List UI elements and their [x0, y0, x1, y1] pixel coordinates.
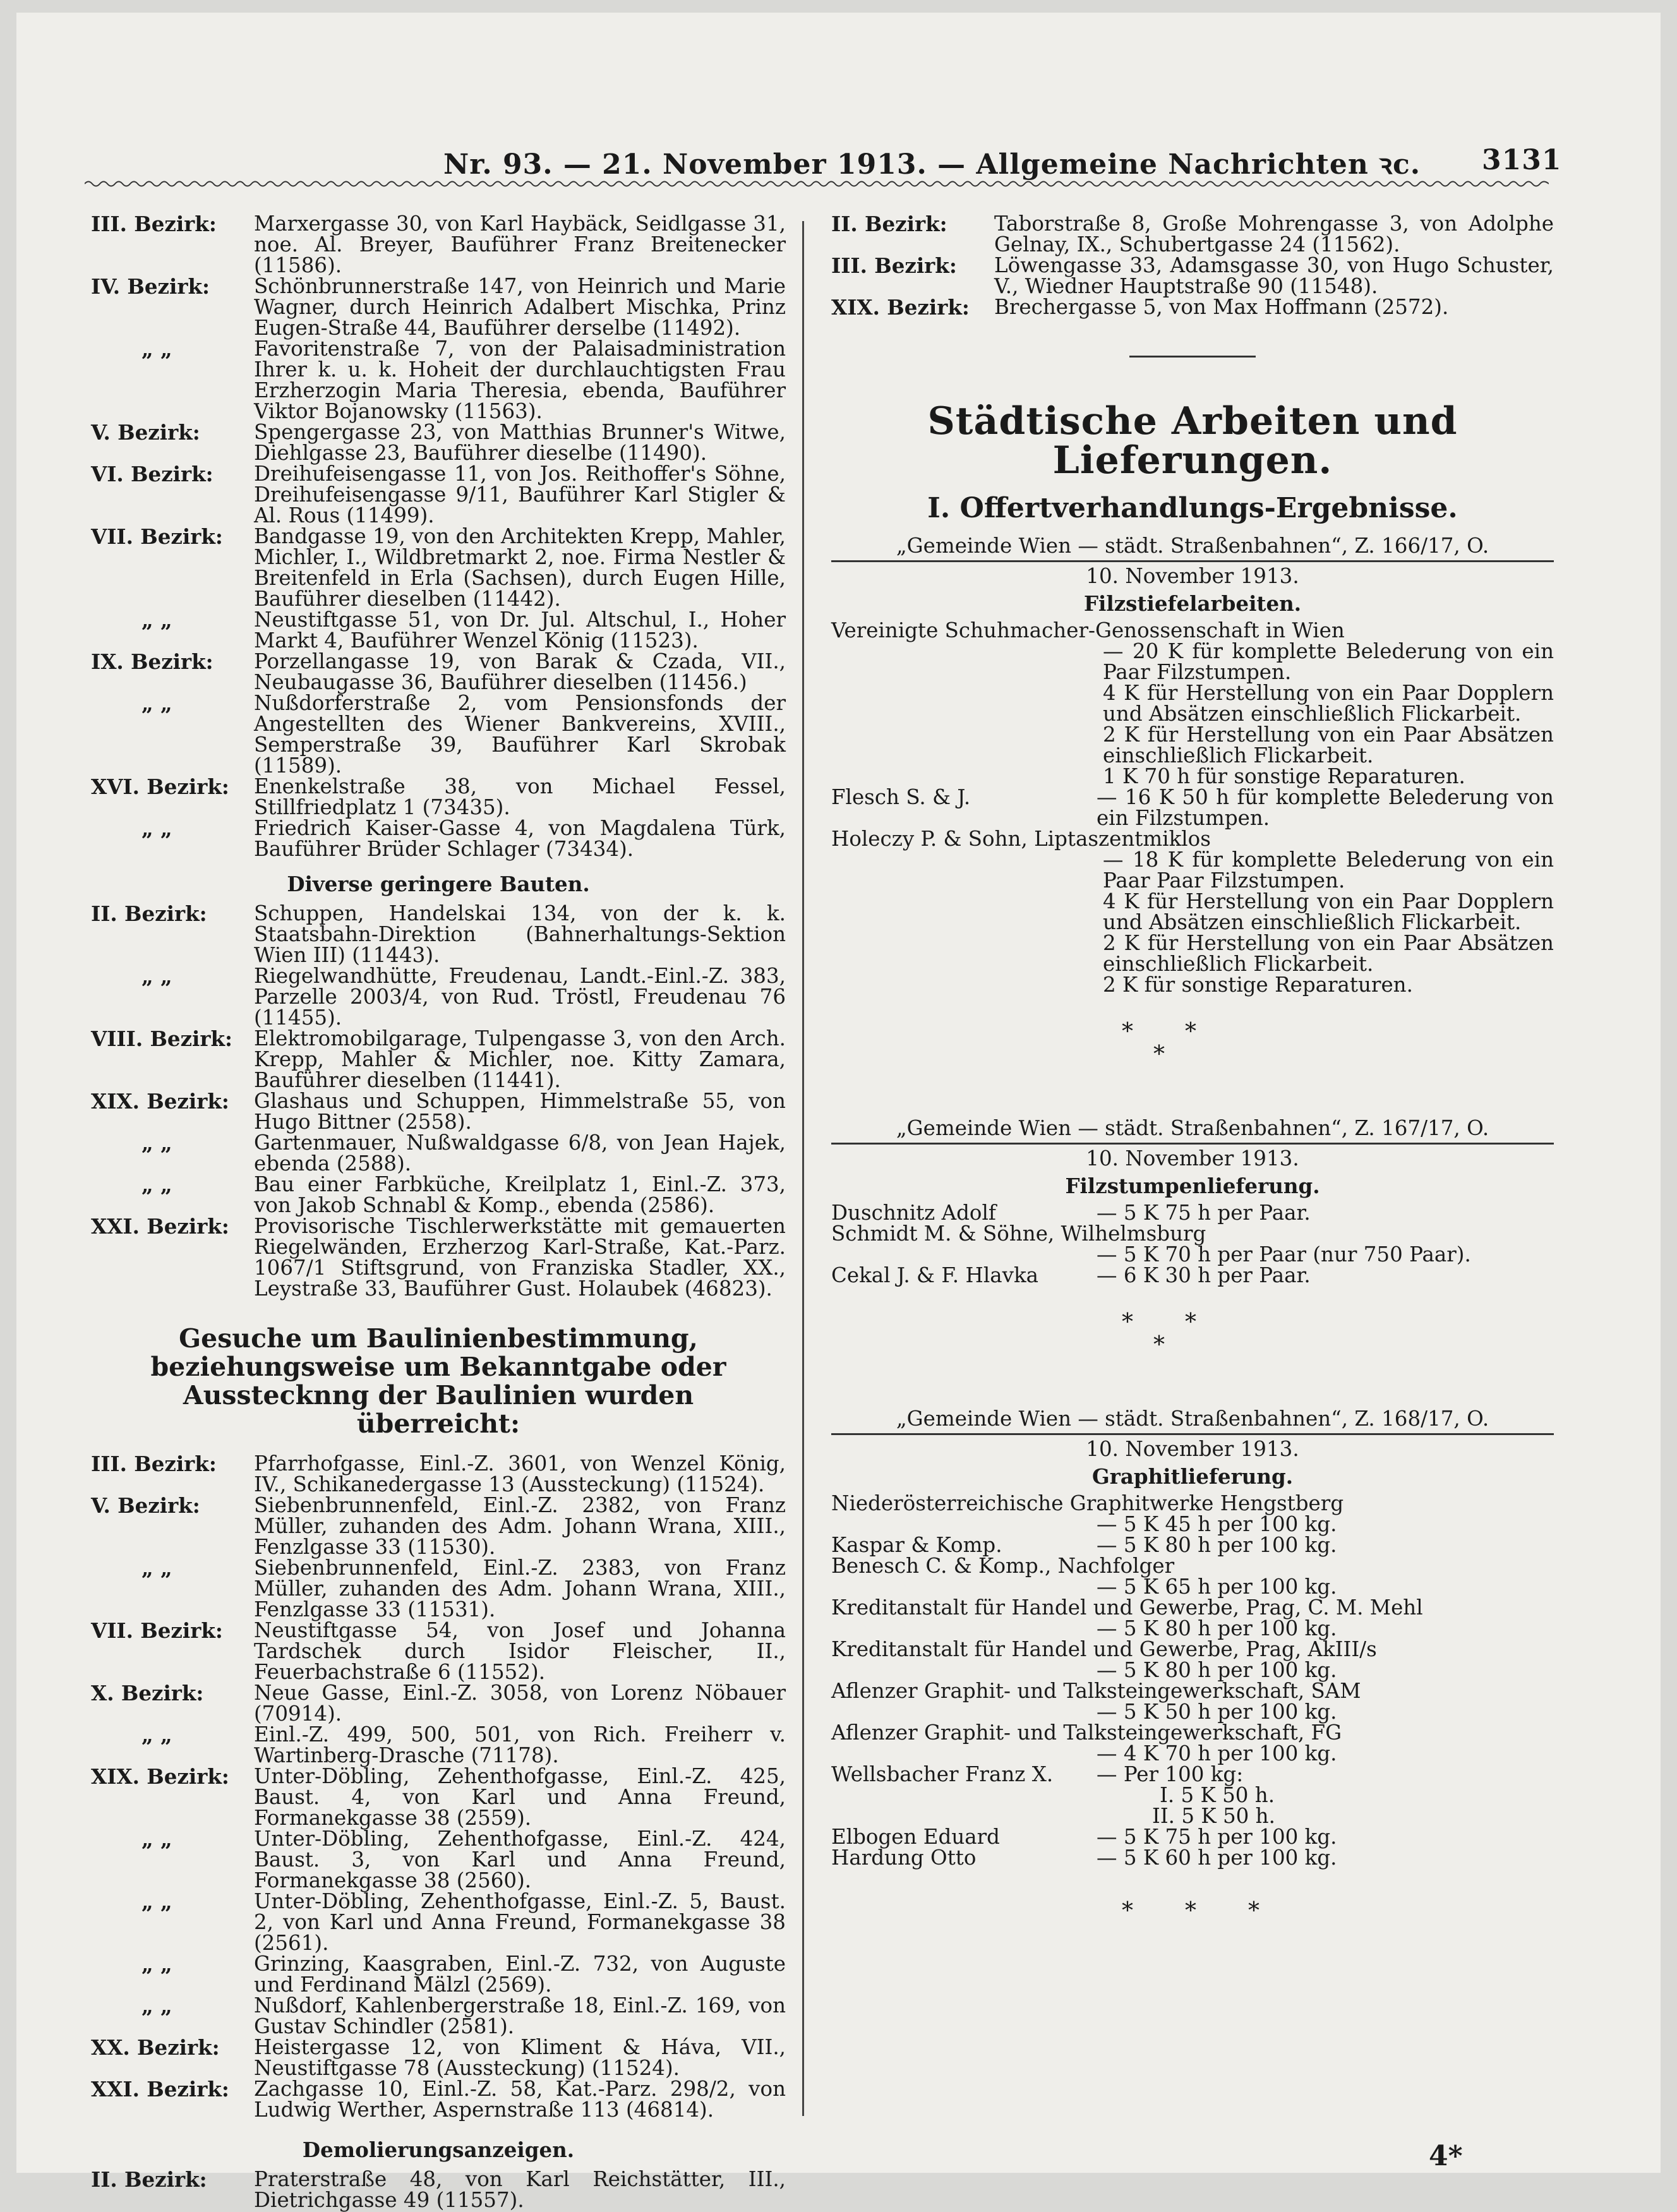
asterisk: * — [1122, 1019, 1133, 1045]
entry — [91, 966, 786, 1028]
district-label: XXI. Bezirk: — [91, 2077, 229, 2101]
entry-text: Praterstraße 48, von Karl Reichstätter, III., Dietrichgasse 49 (11557). — [254, 2167, 786, 2212]
asterisk: * — [1153, 1332, 1165, 1358]
section-heading: Demolierungsanzeigen. — [302, 2137, 575, 2162]
district-label: II. Bezirk: — [831, 212, 947, 236]
entry — [91, 903, 786, 966]
entry-text: Neustiftgasse 51, von Dr. Jul. Altschul, I., Hoher Markt 4, Bauführer Wenzel König (11523). — [254, 608, 786, 652]
page-header: Nr. 93. — 21. November 1913. — Allgemeine Nachrichten ꝛc. — [443, 148, 1421, 181]
bid-value: — 5 K 60 h per 100 kg. — [1097, 1846, 1337, 1870]
tender-title: Graphitlieferung. — [1091, 1464, 1294, 1489]
asterisk: * — [1153, 1042, 1165, 1067]
bidder-name: Kreditanstalt für Handel und Gewerbe, Prag, C. M. Mehl — [831, 1596, 1423, 1620]
entry-text: Heistergasse 12, von Kliment & Háva, VII., Neustiftgasse 78 (Aussteckung) (11524). — [254, 2035, 786, 2080]
bid-row — [831, 1827, 1554, 1848]
entry-text: Glashaus und Schuppen, Himmelstraße 55, von Hugo Bittner (2558). — [254, 1089, 786, 1134]
bid-value: — 5 K 75 h per 100 kg. — [1097, 1825, 1337, 1849]
tender-date: 10. November 1913. — [1086, 564, 1299, 588]
entry-text: Porzellangasse 19, von Barak & Czada, VII., Neubaugasse 36, Bauführer dieselben (11456.) — [254, 649, 786, 694]
signature-mark: 4* — [1429, 2140, 1463, 2172]
district-label: VI. Bezirk: — [91, 462, 213, 486]
bid-item: — 20 K für komplette Belederung von ein Paar Filzstumpen. — [1103, 639, 1554, 684]
entry — [91, 1766, 786, 1829]
bid-value: — Per 100 kg: — [1097, 1762, 1244, 1786]
ditto-mark: „ „ — [141, 1952, 172, 1976]
bid-value: — 5 K 65 h per 100 kg. — [1097, 1575, 1337, 1599]
column-divider — [802, 221, 804, 2116]
bid-row — [831, 1785, 1554, 1806]
district-label: VII. Bezirk: — [91, 524, 223, 549]
entry — [91, 651, 786, 693]
entry — [91, 1453, 786, 1495]
entry — [91, 422, 786, 464]
bidder-name: Benesch C. & Komp., Nachfolger — [831, 1554, 1175, 1578]
entry-text: Schuppen, Handelskai 134, von der k. k. Staatsbahn-Direktion (Bahnerhaltungs-Sektion Wien III) (11443). — [254, 901, 786, 967]
bidder-name: Holeczy P. & Sohn, Liptaszentmiklos — [831, 827, 1211, 851]
entry-text: Neustiftgasse 54, von Josef und Johanna Tardschek durch Isidor Fleischer, II., Feuerbachstraße 6 (11552). — [254, 1618, 786, 1684]
district-label: V. Bezirk: — [91, 420, 200, 445]
bid-value: — 5 K 50 h per 100 kg. — [1097, 1700, 1337, 1724]
entry — [91, 339, 786, 422]
asterisk: * — [1185, 1309, 1196, 1335]
ditto-mark: „ „ — [141, 337, 172, 361]
section-heading: Diverse geringere Bauten. — [287, 872, 590, 896]
entry-text: Bau einer Farbküche, Kreilplatz 1, Einl.-Z. 373, von Jakob Schnabl & Komp., ebenda (2586). — [254, 1172, 786, 1217]
entry-text: Einl.-Z. 499, 500, 501, von Rich. Freiherr v. Wartinberg-Drasche (71178). — [254, 1722, 786, 1767]
tender-title: Filzstumpenlieferung. — [1065, 1174, 1320, 1198]
entry — [91, 526, 786, 610]
entry — [91, 693, 786, 776]
entry-text: Zachgasse 10, Einl.-Z. 58, Kat.-Parz. 298/2, von Ludwig Werther, Aspernstraße 113 (46814). — [254, 2077, 786, 2122]
bid-row — [831, 1764, 1554, 1785]
entry-text: Bandgasse 19, von den Architekten Krepp, Mahler, Michler, I., Wildbretmarkt 2, noe. Firma Nestler & Breitenfeld in Erla (Sachsen), durch Eugen Hille, Bauführer dieselben (11442). — [254, 524, 786, 611]
entry — [91, 2037, 786, 2079]
ditto-mark: „ „ — [141, 1827, 172, 1851]
building-permits-list-b — [91, 903, 786, 1299]
bid-row — [831, 1660, 1554, 1681]
bid-item: — 18 K für komplette Belederung von ein Paar Paar Filzstumpen. — [1103, 848, 1554, 893]
building-line-requests-list — [91, 1453, 786, 2120]
bid-value: — 5 K 75 h per Paar. — [1097, 1201, 1311, 1225]
header-rule — [85, 179, 1549, 188]
building-permits-list-cont — [831, 213, 1554, 318]
entry-text: Enenkelstraße 38, von Michael Fessel, Stillfriedplatz 1 (73435). — [254, 774, 786, 819]
bidder-name: Niederösterreichische Graphitwerke Hengstberg — [831, 1491, 1344, 1515]
asterisk: * — [1122, 1898, 1133, 1924]
entry — [91, 1620, 786, 1683]
entry — [91, 1995, 786, 2037]
entry — [831, 213, 1554, 255]
bid-item: 1 K 70 h für sonstige Reparaturen. — [1103, 764, 1465, 788]
district-label: XIX. Bezirk: — [91, 1764, 229, 1789]
bid-value: — 5 K 45 h per 100 kg. — [1097, 1512, 1337, 1536]
entry-text: Unter-Döbling, Zehenthofgasse, Einl.-Z. 424, Baust. 3, von Karl und Anna Freund, Formanekgasse 38 (2560). — [254, 1827, 786, 1892]
bidder-name: Kaspar & Komp. — [831, 1533, 1002, 1557]
tender-date: 10. November 1913. — [1086, 1146, 1299, 1170]
building-permits-list-a — [91, 213, 786, 860]
entry — [91, 1495, 786, 1558]
reference-rule — [831, 1143, 1554, 1145]
reference-rule — [831, 1433, 1554, 1435]
entry — [91, 1174, 786, 1216]
district-label: IV. Bezirk: — [91, 274, 210, 299]
section-divider — [1129, 356, 1256, 358]
entry — [91, 1558, 786, 1620]
district-label: XIX. Bezirk: — [91, 1089, 229, 1114]
bidder-name: Schmidt M. & Söhne, Wilhelmsburg — [831, 1222, 1206, 1246]
bidder-name: Cekal J. & F. Hlavka — [831, 1263, 1039, 1287]
bid-item: 2 K für Herstellung von ein Paar Absätzen einschließlich Flickarbeit. — [1103, 931, 1554, 976]
tender-reference: „Gemeinde Wien — städt. Straßenbahnen“, Z. 168/17, O. — [896, 1407, 1489, 1431]
bid-row — [831, 1535, 1554, 1556]
bidder-name: Vereinigte Schuhmacher-Genossenschaft in Wien — [831, 618, 1345, 642]
bid-row — [831, 1743, 1554, 1764]
entry — [91, 776, 786, 818]
section-heading: Gesuche um Baulinienbestimmung, beziehungsweise um Bekanntgabe oder Ausstecknng der Baulinien wurden überreicht: — [150, 1323, 726, 1439]
bid-row — [831, 1806, 1554, 1827]
district-label: III. Bezirk: — [831, 253, 957, 278]
entry-text: Unter-Döbling, Zehenthofgasse, Einl.-Z. 5, Baust. 2, von Karl und Anna Freund, Formanekgasse 38 (2561). — [254, 1889, 786, 1955]
entry-text: Nußdorferstraße 2, vom Pensionsfonds der Angestellten des Wiener Bankvereins, XVIII., Semperstraße 39, Bauführer Karl Skrobak (11589). — [254, 691, 786, 778]
entry — [91, 1724, 786, 1766]
tender-block-166 — [831, 533, 1554, 995]
tender-date: 10. November 1913. — [1086, 1437, 1299, 1461]
entry-text: Riegelwandhütte, Freudenau, Landt.-Einl.-Z. 383, Parzelle 2003/4, von Rud. Tröstl, Freudenau 76 (11455). — [254, 964, 786, 1030]
entry-text: Spengergasse 23, von Matthias Brunner's Witwe, Diehlgasse 23, Bauführer dieselbe (11490). — [254, 420, 786, 465]
entry — [831, 255, 1554, 297]
bid-row — [831, 1265, 1554, 1286]
entry-text: Taborstraße 8, Große Mohrengasse 3, von Adolphe Gelnay, IX., Schubertgasse 24 (11562). — [994, 212, 1554, 256]
bid-row — [831, 1514, 1554, 1535]
bid-value: — 5 K 80 h per 100 kg. — [1097, 1616, 1337, 1640]
asterisk: * — [1122, 1309, 1133, 1335]
district-label: III. Bezirk: — [91, 1452, 217, 1476]
entry-text: Gartenmauer, Nußwaldgasse 6/8, von Jean Hajek, ebenda (2588). — [254, 1131, 786, 1175]
ditto-mark: „ „ — [141, 1889, 172, 1914]
district-label: XIX. Bezirk: — [831, 295, 970, 320]
entry — [91, 1028, 786, 1091]
entry — [91, 1091, 786, 1133]
district-label: X. Bezirk: — [91, 1681, 204, 1705]
right-column — [831, 213, 1554, 1995]
entry — [91, 1829, 786, 1891]
entry-text: Favoritenstraße 7, von der Palaisadministration Ihrer k. u. k. Hoheit der durchlauchtigsten Frau Erzherzogin Maria Theresia, ebenda, Bauführer Viktor Bojanowsky (11563). — [254, 337, 786, 423]
ditto-mark: „ „ — [141, 1556, 172, 1580]
asterisk: * — [1185, 1898, 1196, 1924]
bid-row — [831, 1244, 1554, 1265]
entry — [91, 276, 786, 339]
entry-text: Grinzing, Kaasgraben, Einl.-Z. 732, von Auguste und Ferdinand Mälzl (2569). — [254, 1952, 786, 1997]
bidder-name: Elbogen Eduard — [831, 1825, 1000, 1849]
entry-text: Brechergasse 5, von Max Hoffmann (2572). — [994, 295, 1449, 319]
bidder-name: Aflenzer Graphit- und Talksteingewerkschaft, FG — [831, 1721, 1342, 1745]
entry-text: Elektromobilgarage, Tulpengasse 3, von den Arch. Krepp, Mahler & Michler, noe. Kitty Zamara, Bauführer dieselben (11441). — [254, 1026, 786, 1092]
bid-value: — 5 K 70 h per Paar (nur 750 Paar). — [1097, 1242, 1471, 1266]
district-label: V. Bezirk: — [91, 1493, 200, 1518]
page-number: 3131 — [1482, 144, 1562, 176]
entry — [91, 1216, 786, 1299]
entry — [91, 2169, 786, 2211]
asterism — [831, 1900, 1554, 1957]
ditto-mark: „ „ — [141, 691, 172, 716]
entry-text: Neue Gasse, Einl.-Z. 3058, von Lorenz Nöbauer (70914). — [254, 1681, 786, 1726]
entry-text: Unter-Döbling, Zehenthofgasse, Einl.-Z. 425, Baust. 4, von Karl und Anna Freund, Formanekgasse 38 (2559). — [254, 1764, 786, 1830]
entry — [91, 464, 786, 526]
bid-value: — 4 K 70 h per 100 kg. — [1097, 1741, 1337, 1765]
bid-value: — 5 K 80 h per 100 kg. — [1097, 1533, 1337, 1557]
bid-item: 2 K für Herstellung von ein Paar Absätzen einschließlich Flickarbeit. — [1103, 723, 1554, 767]
entry-text: Pfarrhofgasse, Einl.-Z. 3601, von Wenzel König, IV., Schikanedergasse 13 (Aussteckung) (11524). — [254, 1452, 786, 1496]
bid-value: I. 5 K 50 h. — [1160, 1783, 1275, 1807]
main-heading: Städtische Arbeiten und Lieferungen. — [927, 399, 1458, 483]
bidder-name: Aflenzer Graphit- und Talksteingewerkschaft, SAM — [831, 1679, 1361, 1703]
district-label: VIII. Bezirk: — [91, 1026, 233, 1051]
entry-text: Siebenbrunnenfeld, Einl.-Z. 2383, von Franz Müller, zuhanden des Adm. Johann Wrana, XIII., Fenzlgasse 33 (11531). — [254, 1556, 786, 1621]
ditto-mark: „ „ — [141, 816, 172, 841]
district-label: VII. Bezirk: — [91, 1618, 223, 1643]
asterisk: * — [1248, 1898, 1259, 1924]
entry-text: Schönbrunnerstraße 147, von Heinrich und Marie Wagner, durch Heinrich Adalbert Mischka, Prinz Eugen-Straße 44, Bauführer derselbe (11492). — [254, 274, 786, 340]
demolition-list — [91, 2169, 786, 2211]
entry — [91, 1954, 786, 1995]
entry — [91, 1891, 786, 1954]
entry — [831, 297, 1554, 318]
bidder-name: Flesch S. & J. — [831, 785, 971, 809]
tender-reference: „Gemeinde Wien — städt. Straßenbahnen“, Z. 167/17, O. — [896, 1116, 1489, 1140]
entry — [91, 213, 786, 276]
bid-row — [831, 1618, 1554, 1639]
bid-row — [831, 1203, 1554, 1223]
entry — [91, 2079, 786, 2120]
bidder-name: Hardung Otto — [831, 1846, 977, 1870]
entry-text: Provisorische Tischlerwerkstätte mit gemauerten Riegelwänden, Erzherzog Karl-Straße, Kat.-Parz. 1067/1 Stiftsgrund, von Franziska Stadler, XX., Leystraße 33, Bauführer Gust. Holaubek (46823). — [254, 1214, 786, 1301]
entry-text: Dreihufeisengasse 11, von Jos. Reithoffer's Söhne, Dreihufeisengasse 9/11, Bauführer Karl Stigler & Al. Rous (11499). — [254, 462, 786, 527]
ditto-mark: „ „ — [141, 964, 172, 989]
tender-reference: „Gemeinde Wien — städt. Straßenbahnen“, Z. 166/17, O. — [896, 534, 1489, 558]
bid-row — [831, 1702, 1554, 1722]
left-column — [91, 213, 786, 2211]
ditto-mark: „ „ — [141, 1131, 172, 1155]
bid-value: II. 5 K 50 h. — [1152, 1804, 1275, 1828]
bidder-name — [831, 1244, 1097, 1265]
reference-rule — [831, 560, 1554, 562]
bid-item: — 16 K 50 h für komplette Belederung von ein Filzstumpen. — [1097, 785, 1554, 830]
bid-value: — 6 K 30 h per Paar. — [1097, 1263, 1311, 1287]
district-label: II. Bezirk: — [91, 901, 207, 926]
tender-block-168 — [831, 1406, 1554, 1868]
bid-item: 2 K für sonstige Reparaturen. — [1103, 973, 1413, 997]
bid-item: 4 K für Herstellung von ein Paar Dopplern und Absätzen einschließlich Flickarbeit. — [1103, 681, 1554, 726]
district-label: XVI. Bezirk: — [91, 774, 229, 799]
entry — [91, 610, 786, 651]
ditto-mark: „ „ — [141, 1993, 172, 2018]
entry-text: Marxergasse 30, von Karl Haybäck, Seidlgasse 31, noe. Al. Breyer, Bauführer Franz Breitenecker (11586). — [254, 212, 786, 277]
bid-row — [831, 1848, 1554, 1868]
entry-text: Nußdorf, Kahlenbergerstraße 18, Einl.-Z. 169, von Gustav Schindler (2581). — [254, 1993, 786, 2038]
ditto-mark: „ „ — [141, 608, 172, 632]
bid-item: 4 K für Herstellung von ein Paar Dopplern und Absätzen einschließlich Flickarbeit. — [1103, 889, 1554, 934]
ditto-mark: „ „ — [141, 1172, 172, 1197]
district-label: III. Bezirk: — [91, 212, 217, 236]
bidder-name: Kreditanstalt für Handel und Gewerbe, Prag, AkIII/s — [831, 1637, 1377, 1661]
sub-heading: I. Offertverhandlungs-Ergebnisse. — [927, 492, 1458, 524]
entry-text: Siebenbrunnenfeld, Einl.-Z. 2382, von Franz Müller, zuhanden des Adm. Johann Wrana, XIII., Fenzlgasse 33 (11530). — [254, 1493, 786, 1559]
asterism — [831, 1311, 1554, 1368]
entry — [91, 1683, 786, 1724]
asterism — [831, 1021, 1554, 1078]
bidder-name: Wellsbacher Franz X. — [831, 1762, 1054, 1786]
entry-text: Friedrich Kaiser-Gasse 4, von Magdalena Türk, Bauführer Brüder Schlager (73434). — [254, 816, 786, 861]
district-label: II. Bezirk: — [91, 2167, 207, 2192]
tender-block-167 — [831, 1115, 1554, 1286]
bid-value: — 5 K 80 h per 100 kg. — [1097, 1658, 1337, 1682]
tender-title: Filzstiefelarbeiten. — [1083, 591, 1302, 616]
bid-row — [831, 787, 1554, 829]
entry-text: Löwengasse 33, Adamsgasse 30, von Hugo Schuster, V., Wiedner Hauptstraße 90 (11548). — [994, 253, 1554, 298]
district-label: XX. Bezirk: — [91, 2035, 220, 2060]
bid-row — [831, 1577, 1554, 1597]
district-label: XXI. Bezirk: — [91, 1214, 229, 1239]
newspaper-page — [16, 13, 1661, 2212]
entry — [91, 1133, 786, 1174]
bidder-name: Duschnitz Adolf — [831, 1201, 996, 1225]
district-label: IX. Bezirk: — [91, 649, 213, 674]
asterisk: * — [1185, 1019, 1196, 1045]
ditto-mark: „ „ — [141, 1722, 172, 1747]
entry — [91, 818, 786, 860]
